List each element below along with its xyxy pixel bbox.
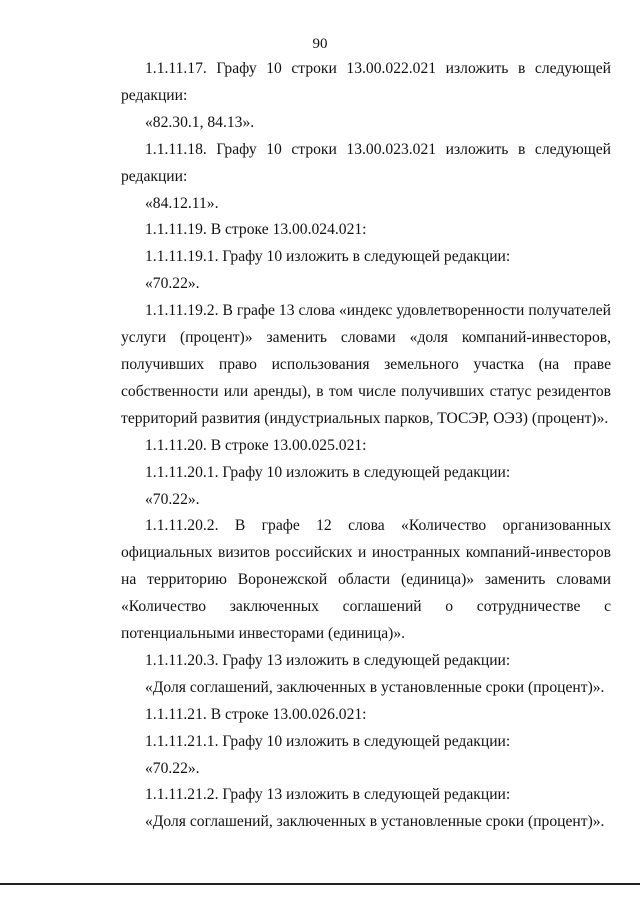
paragraph-13: 1.1.11.20.3. Графу 13 изложить в следующей редакции: — [145, 651, 511, 669]
paragraph-6: 1.1.11.19.1. Графу 10 изложить в следующей редакции: — [145, 248, 511, 266]
paragraph-2: «82.30.1, 84.13». — [145, 113, 255, 131]
paragraph-11: «70.22». — [145, 490, 200, 508]
paragraph-7: «70.22». — [145, 275, 200, 293]
paragraph-9: 1.1.11.20. В строке 13.00.025.021: — [145, 436, 367, 454]
paragraph-16: 1.1.11.21.1. Графу 10 изложить в следующей редакции: — [145, 732, 511, 750]
paragraph-14: «Доля соглашений, заключенных в установленные сроки (процент)». — [145, 678, 605, 696]
paragraph-1: 1.1.11.17. Графу 10 строки 13.00.022.021 изложить в следующей редакции: — [121, 60, 611, 104]
paragraph-15: 1.1.11.21. В строке 13.00.026.021: — [145, 705, 367, 723]
paragraph-19: «Доля соглашений, заключенных в установленные сроки (процент)». — [145, 813, 605, 831]
paragraph-8: 1.1.11.19.2. В графе 13 слова «индекс удовлетворенности получателей услуги (процент)» заменить словами «доля компаний-инвесторов, получивших право использования земельного участка (на праве собственности или аренды), в том числе получивших статус резидентов территорий развития (индустриальных парков, ТОСЭР, ОЭЗ) (процент)». — [121, 302, 611, 427]
paragraph-3: 1.1.11.18. Графу 10 строки 13.00.023.021 изложить в следующей редакции: — [121, 140, 611, 185]
paragraph-10: 1.1.11.20.1. Графу 10 изложить в следующей редакции: — [145, 463, 511, 481]
bottom-edge-line — [0, 883, 640, 885]
paragraph-18: 1.1.11.21.2. Графу 13 изложить в следующей редакции: — [145, 786, 511, 804]
page-number: 90 — [312, 36, 328, 52]
paragraph-4: «84.12.11». — [145, 194, 219, 212]
document-body — [121, 56, 611, 836]
paragraph-12: 1.1.11.20.2. В графе 12 слова «Количество организованных официальных визитов российских и иностранных компаний-инвесторов на территорию Воронежской области (единица)» заменить словами «Количество заключенных соглашений о сотрудничестве с потенциальными инвесторами (единица)». — [121, 517, 611, 643]
paragraph-17: «70.22». — [145, 759, 200, 777]
paragraph-5: 1.1.11.19. В строке 13.00.024.021: — [145, 221, 367, 239]
